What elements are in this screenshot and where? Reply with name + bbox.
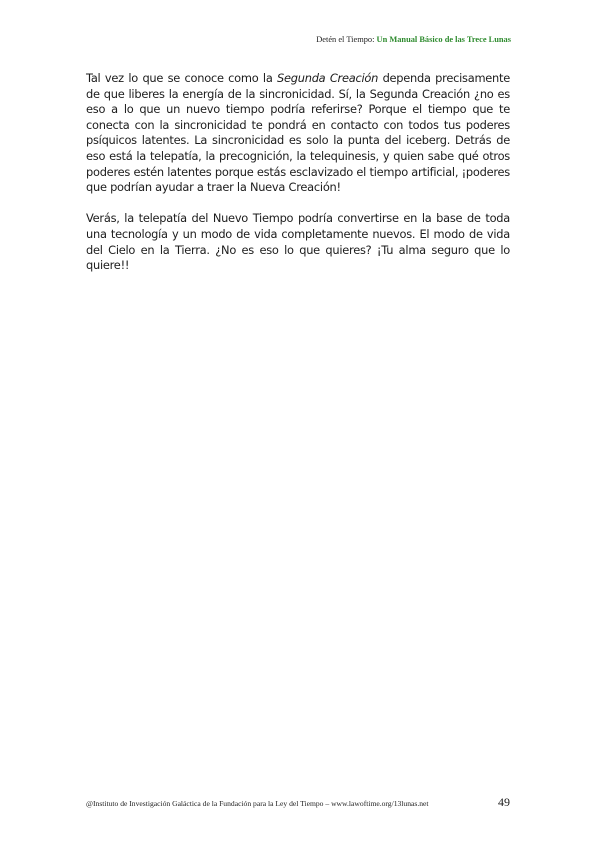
italic-term: Segunda Creación bbox=[277, 71, 379, 85]
paragraph-2: Verás, la telepatía del Nuevo Tiempo podría convertirse en la base de toda una tecnología y un modo de vida completamente nuevos. El modo de vida del Cielo en la Tierra. ¿No es eso lo que quieres? ¡Tu alma seguro que lo quiere!! bbox=[86, 211, 510, 273]
header-prefix: Detén el Tiempo: bbox=[316, 35, 377, 44]
paragraph-1 bbox=[86, 71, 510, 196]
running-header bbox=[316, 35, 511, 44]
footer-credit: @Instituto de Investigación Galáctica de la Fundación para la Ley del Tiempo – www.lawoftime.org/13lunas.net bbox=[86, 799, 429, 808]
paragraph-1-start: Tal vez lo que se conoce como la bbox=[86, 71, 278, 85]
header-book-title: Un Manual Básico de las Trece Lunas bbox=[376, 35, 511, 44]
paragraph-1-rest: dependa precisamente de que liberes la energía de la sincronicidad. Sí, la Segunda Creación ¿no es eso a lo que un nuevo tiempo podría referirse? Porque el tiempo que te conecta con la sincronicidad te pondrá en contacto con todos tus poderes psíquicos latentes. La sincronicidad es solo la punta del iceberg. Detrás de eso está la telepatía, la precognición, la telequinesis, y quien sabe qué otros poderes estén latentes porque estás esclavizado el tiempo artificial, ¡poderes que podrían ayudar a traer la Nueva Creación! bbox=[86, 71, 510, 195]
page-body bbox=[86, 71, 510, 274]
page-number: 49 bbox=[498, 795, 510, 809]
